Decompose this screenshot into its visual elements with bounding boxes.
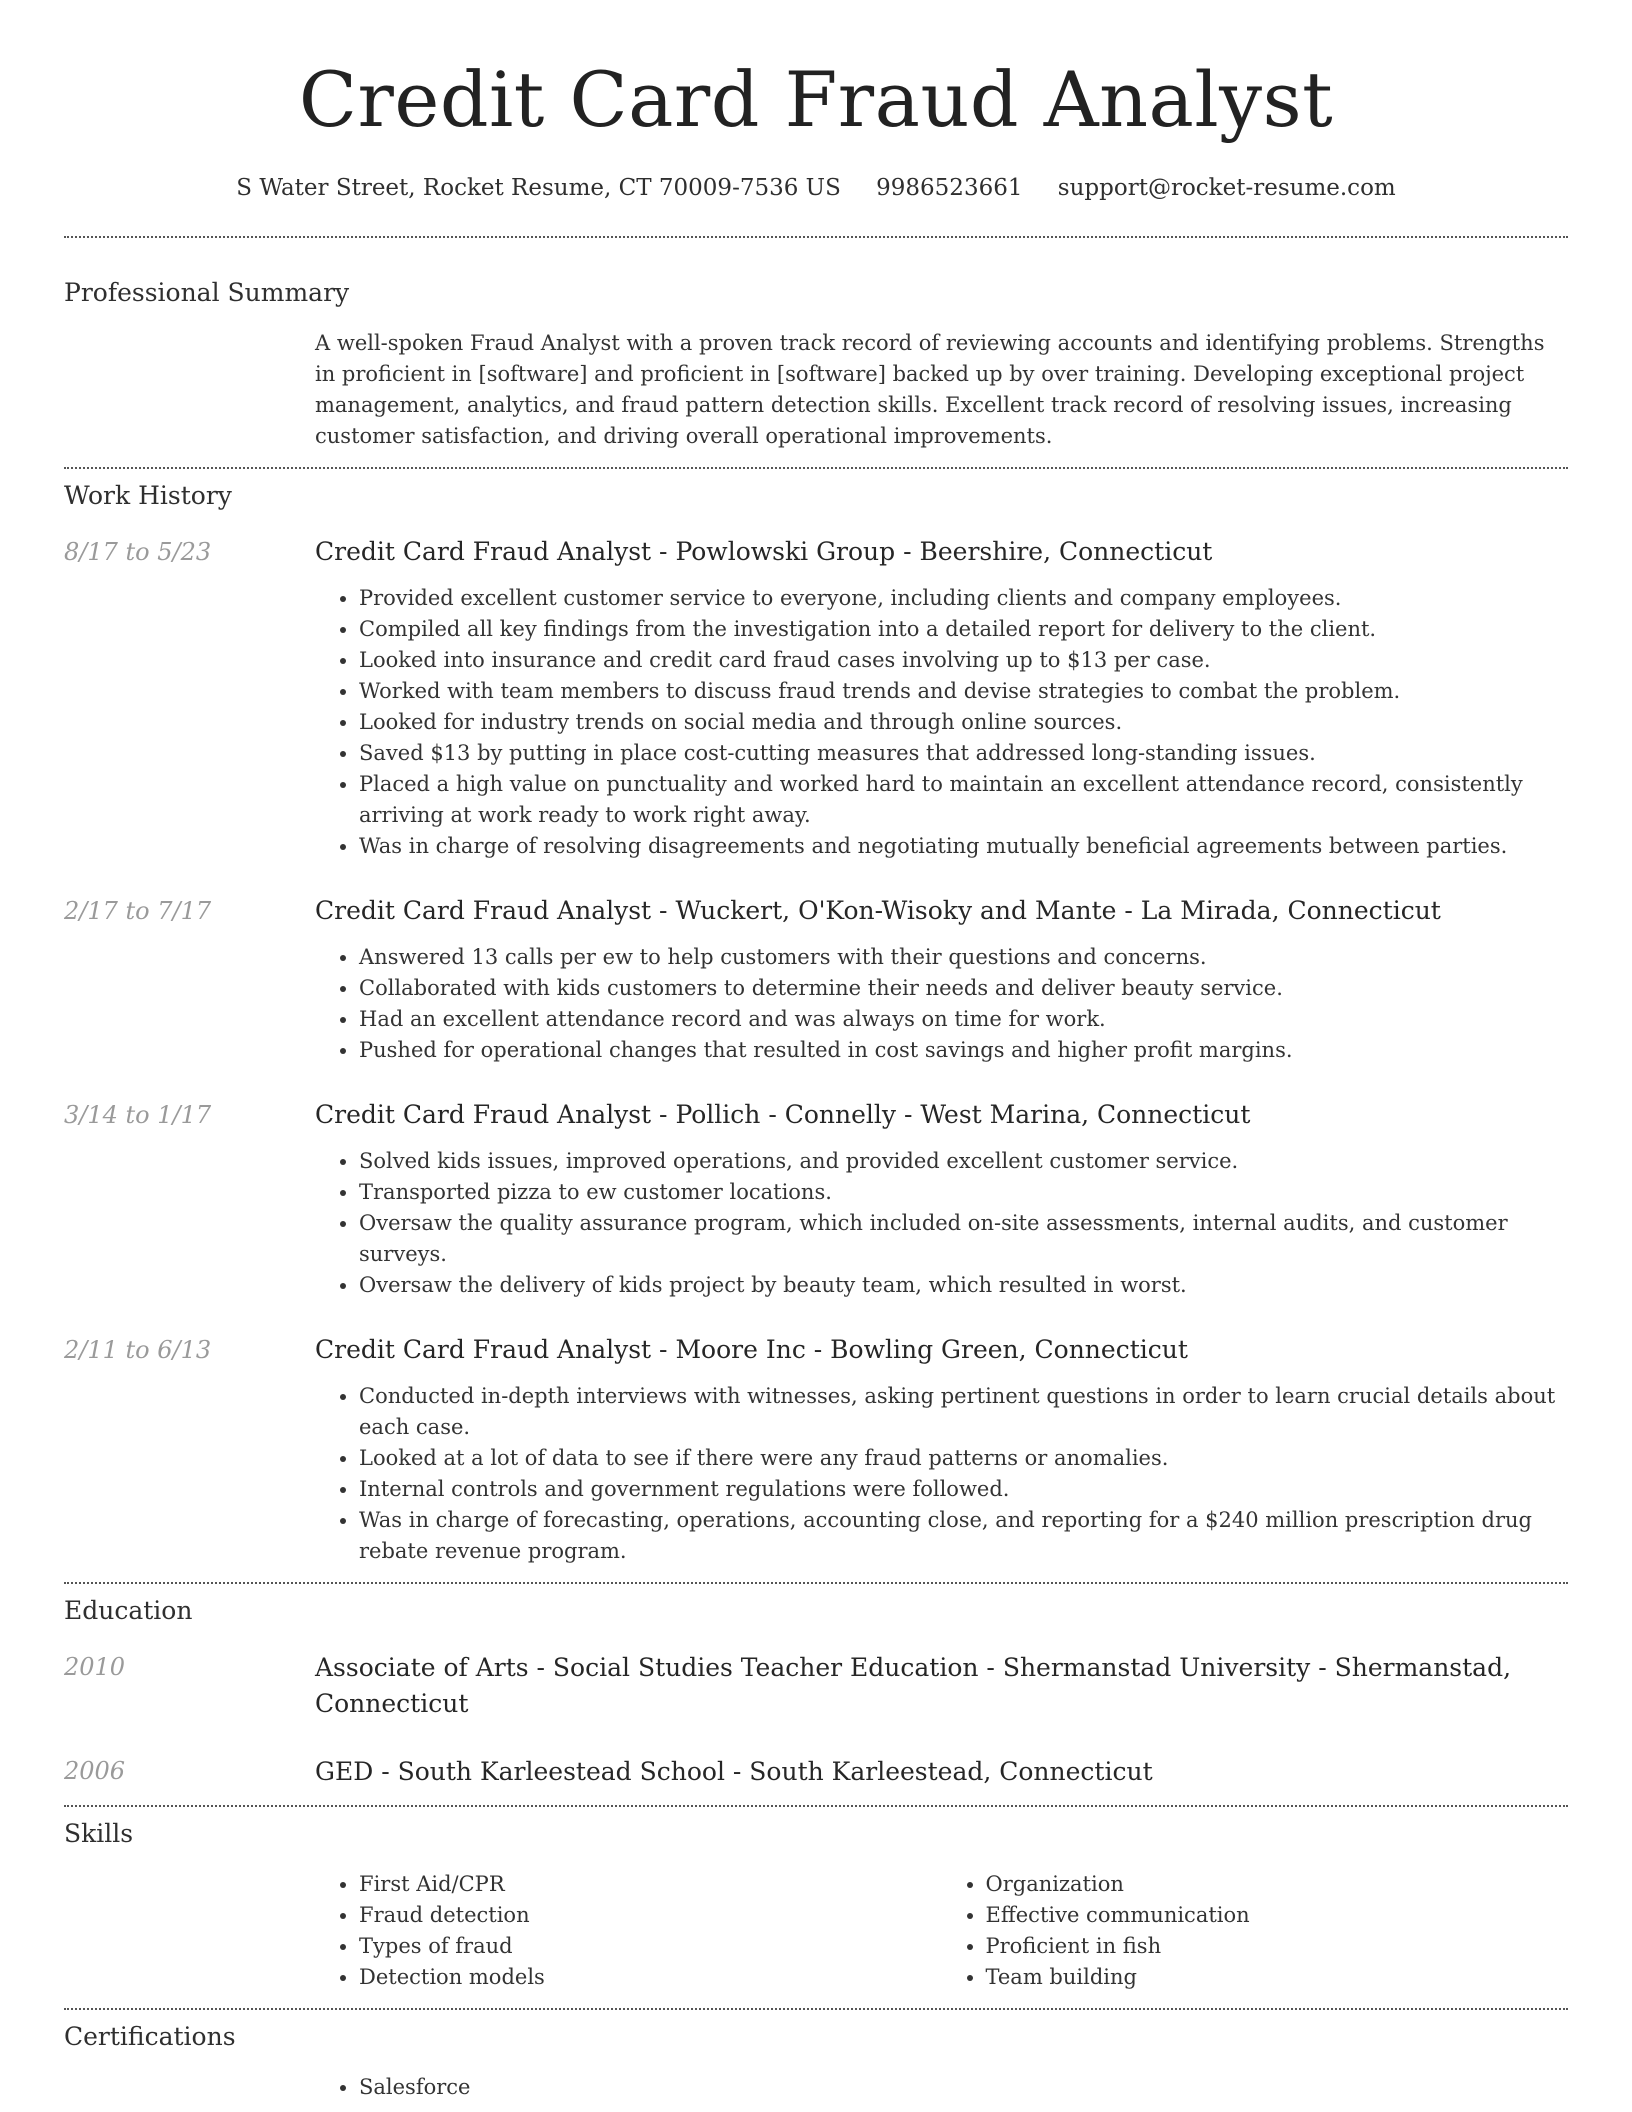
- job-title: Credit Card Fraud Analyst - Wuckert, O'Kon-Wisoky and Mante - La Mirada, Connecticut: [315, 896, 1441, 925]
- summary-text: A well-spoken Fraud Analyst with a proven track record of reviewing accounts and identifying problems. Strengths in proficient in [software] and proficient in [software] backed up by over training. Developing exceptional project management, analytics, and fraud pattern detection skills. Excellent track record of resolving issues, increasing customer satisfaction, and driving overall operational improvements.: [315, 331, 1545, 448]
- education-heading: Education: [64, 1596, 193, 1625]
- resume-page: [64, 0, 1568, 2103]
- job-dates: 2/17 to 7/17: [64, 897, 212, 925]
- section-divider: [64, 1805, 1568, 1807]
- job-title: Credit Card Fraud Analyst - Powlowski Group - Beershire, Connecticut: [315, 537, 1213, 566]
- list-item: • Was in charge of forecasting, operations, accounting close, and reporting for a $240 million prescription drug rebate revenue program.: [359, 1505, 1568, 1567]
- list-item: • Answered 13 calls per ew to help customers with their questions and concerns.: [359, 942, 1568, 973]
- list-item: • Conducted in-depth interviews with witnesses, asking pertinent questions in order to learn crucial details about each case.: [359, 1381, 1568, 1443]
- list-item: • Provided excellent customer service to everyone, including clients and company employees.: [359, 583, 1568, 614]
- list-item: • Looked at a lot of data to see if there were any fraud patterns or anomalies.: [359, 1443, 1568, 1474]
- skills-list-right: [942, 1869, 1569, 1993]
- list-item: • Pushed for operational changes that resulted in cost savings and higher profit margins.: [359, 1035, 1568, 1066]
- job-entry: [64, 1098, 1568, 1301]
- skill-item: • Fraud detection: [359, 1900, 942, 1931]
- contact-line: [64, 172, 1568, 204]
- skills-section: [64, 1817, 1568, 1993]
- job-dates: 8/17 to 5/23: [64, 538, 212, 566]
- job-bullets: [315, 942, 1568, 1066]
- list-item: • Oversaw the delivery of kids project by beauty team, which resulted in worst.: [359, 1270, 1568, 1301]
- job-bullets: [315, 1146, 1568, 1301]
- job-dates: 2/11 to 6/13: [64, 1336, 212, 1364]
- skills-columns: [315, 1869, 1568, 1993]
- job-title: Credit Card Fraud Analyst - Moore Inc - Bowling Green, Connecticut: [315, 1335, 1188, 1364]
- contact-phone: 9986523661: [876, 175, 1023, 201]
- section-divider: [64, 467, 1568, 469]
- list-item: • Solved kids issues, improved operations, and provided excellent customer service.: [359, 1146, 1568, 1177]
- education-entry: [64, 1754, 1568, 1790]
- list-item: • Transported pizza to ew customer locations.: [359, 1177, 1568, 1208]
- certification-item: • Salesforce: [359, 2072, 1568, 2103]
- education-entry: [64, 1650, 1568, 1722]
- skill-item: • Types of fraud: [359, 1931, 942, 1962]
- job-bullets: [315, 1381, 1568, 1567]
- education-year: 2006: [64, 1757, 126, 1785]
- summary-heading: Professional Summary: [64, 278, 350, 307]
- job-bullets: [315, 583, 1568, 862]
- certifications-spacer: [64, 2072, 315, 2103]
- job-title: Credit Card Fraud Analyst - Pollich - Connelly - West Marina, Connecticut: [315, 1100, 1251, 1129]
- contact-email: support@rocket-resume.com: [1057, 175, 1396, 201]
- job-entry: [64, 535, 1568, 862]
- contact-address: S Water Street, Rocket Resume, CT 70009-7536 US: [236, 175, 841, 201]
- skill-item: • Team building: [986, 1962, 1569, 1993]
- skills-heading: Skills: [64, 1819, 134, 1848]
- summary-spacer: [64, 328, 315, 452]
- list-item: • Was in charge of resolving disagreements and negotiating mutually beneficial agreements between parties.: [359, 831, 1568, 862]
- education-section: [64, 1594, 1568, 1790]
- job-dates: 3/14 to 1/17: [64, 1101, 212, 1129]
- section-divider: [64, 236, 1568, 238]
- job-entry: [64, 894, 1568, 1066]
- skill-item: • Organization: [986, 1869, 1569, 1900]
- section-divider: [64, 2008, 1568, 2010]
- skill-item: • Proficient in fish: [986, 1931, 1569, 1962]
- skills-list-left: [315, 1869, 942, 1993]
- certifications-heading: Certifications: [64, 2022, 236, 2051]
- education-title: GED - South Karleestead School - South Karleestead, Connecticut: [315, 1757, 1153, 1786]
- list-item: • Placed a high value on punctuality and worked hard to maintain an excellent attendance record, consistently arriving at work ready to work right away.: [359, 769, 1568, 831]
- list-item: • Oversaw the quality assurance program, which included on-site assessments, internal audits, and customer surveys.: [359, 1208, 1568, 1270]
- list-item: • Compiled all key findings from the investigation into a detailed report for delivery to the client.: [359, 614, 1568, 645]
- skill-item: • Effective communication: [986, 1900, 1569, 1931]
- work-history-heading: Work History: [64, 481, 232, 510]
- certifications-list: [315, 2072, 1568, 2103]
- education-year: 2010: [64, 1653, 126, 1681]
- resume-header: [64, 0, 1568, 204]
- list-item: • Had an excellent attendance record and was always on time for work.: [359, 1004, 1568, 1035]
- summary-section: [64, 276, 1568, 452]
- list-item: • Internal controls and government regulations were followed.: [359, 1474, 1568, 1505]
- certifications-section: [64, 2020, 1568, 2103]
- skills-spacer: [64, 1869, 315, 1993]
- list-item: • Collaborated with kids customers to determine their needs and deliver beauty service.: [359, 973, 1568, 1004]
- work-history-section: [64, 479, 1568, 1567]
- section-divider: [64, 1582, 1568, 1584]
- candidate-name: Credit Card Fraud Analyst: [298, 55, 1334, 144]
- list-item: • Looked for industry trends on social media and through online sources.: [359, 707, 1568, 738]
- skill-item: • Detection models: [359, 1962, 942, 1993]
- list-item: • Looked into insurance and credit card fraud cases involving up to $13 per case.: [359, 645, 1568, 676]
- list-item: • Saved $13 by putting in place cost-cutting measures that addressed long-standing issues.: [359, 738, 1568, 769]
- list-item: • Worked with team members to discuss fraud trends and devise strategies to combat the problem.: [359, 676, 1568, 707]
- job-entry: [64, 1333, 1568, 1567]
- education-title: Associate of Arts - Social Studies Teacher Education - Shermanstad University - Shermanstad, Connecticut: [315, 1653, 1512, 1718]
- skill-item: • First Aid/CPR: [359, 1869, 942, 1900]
